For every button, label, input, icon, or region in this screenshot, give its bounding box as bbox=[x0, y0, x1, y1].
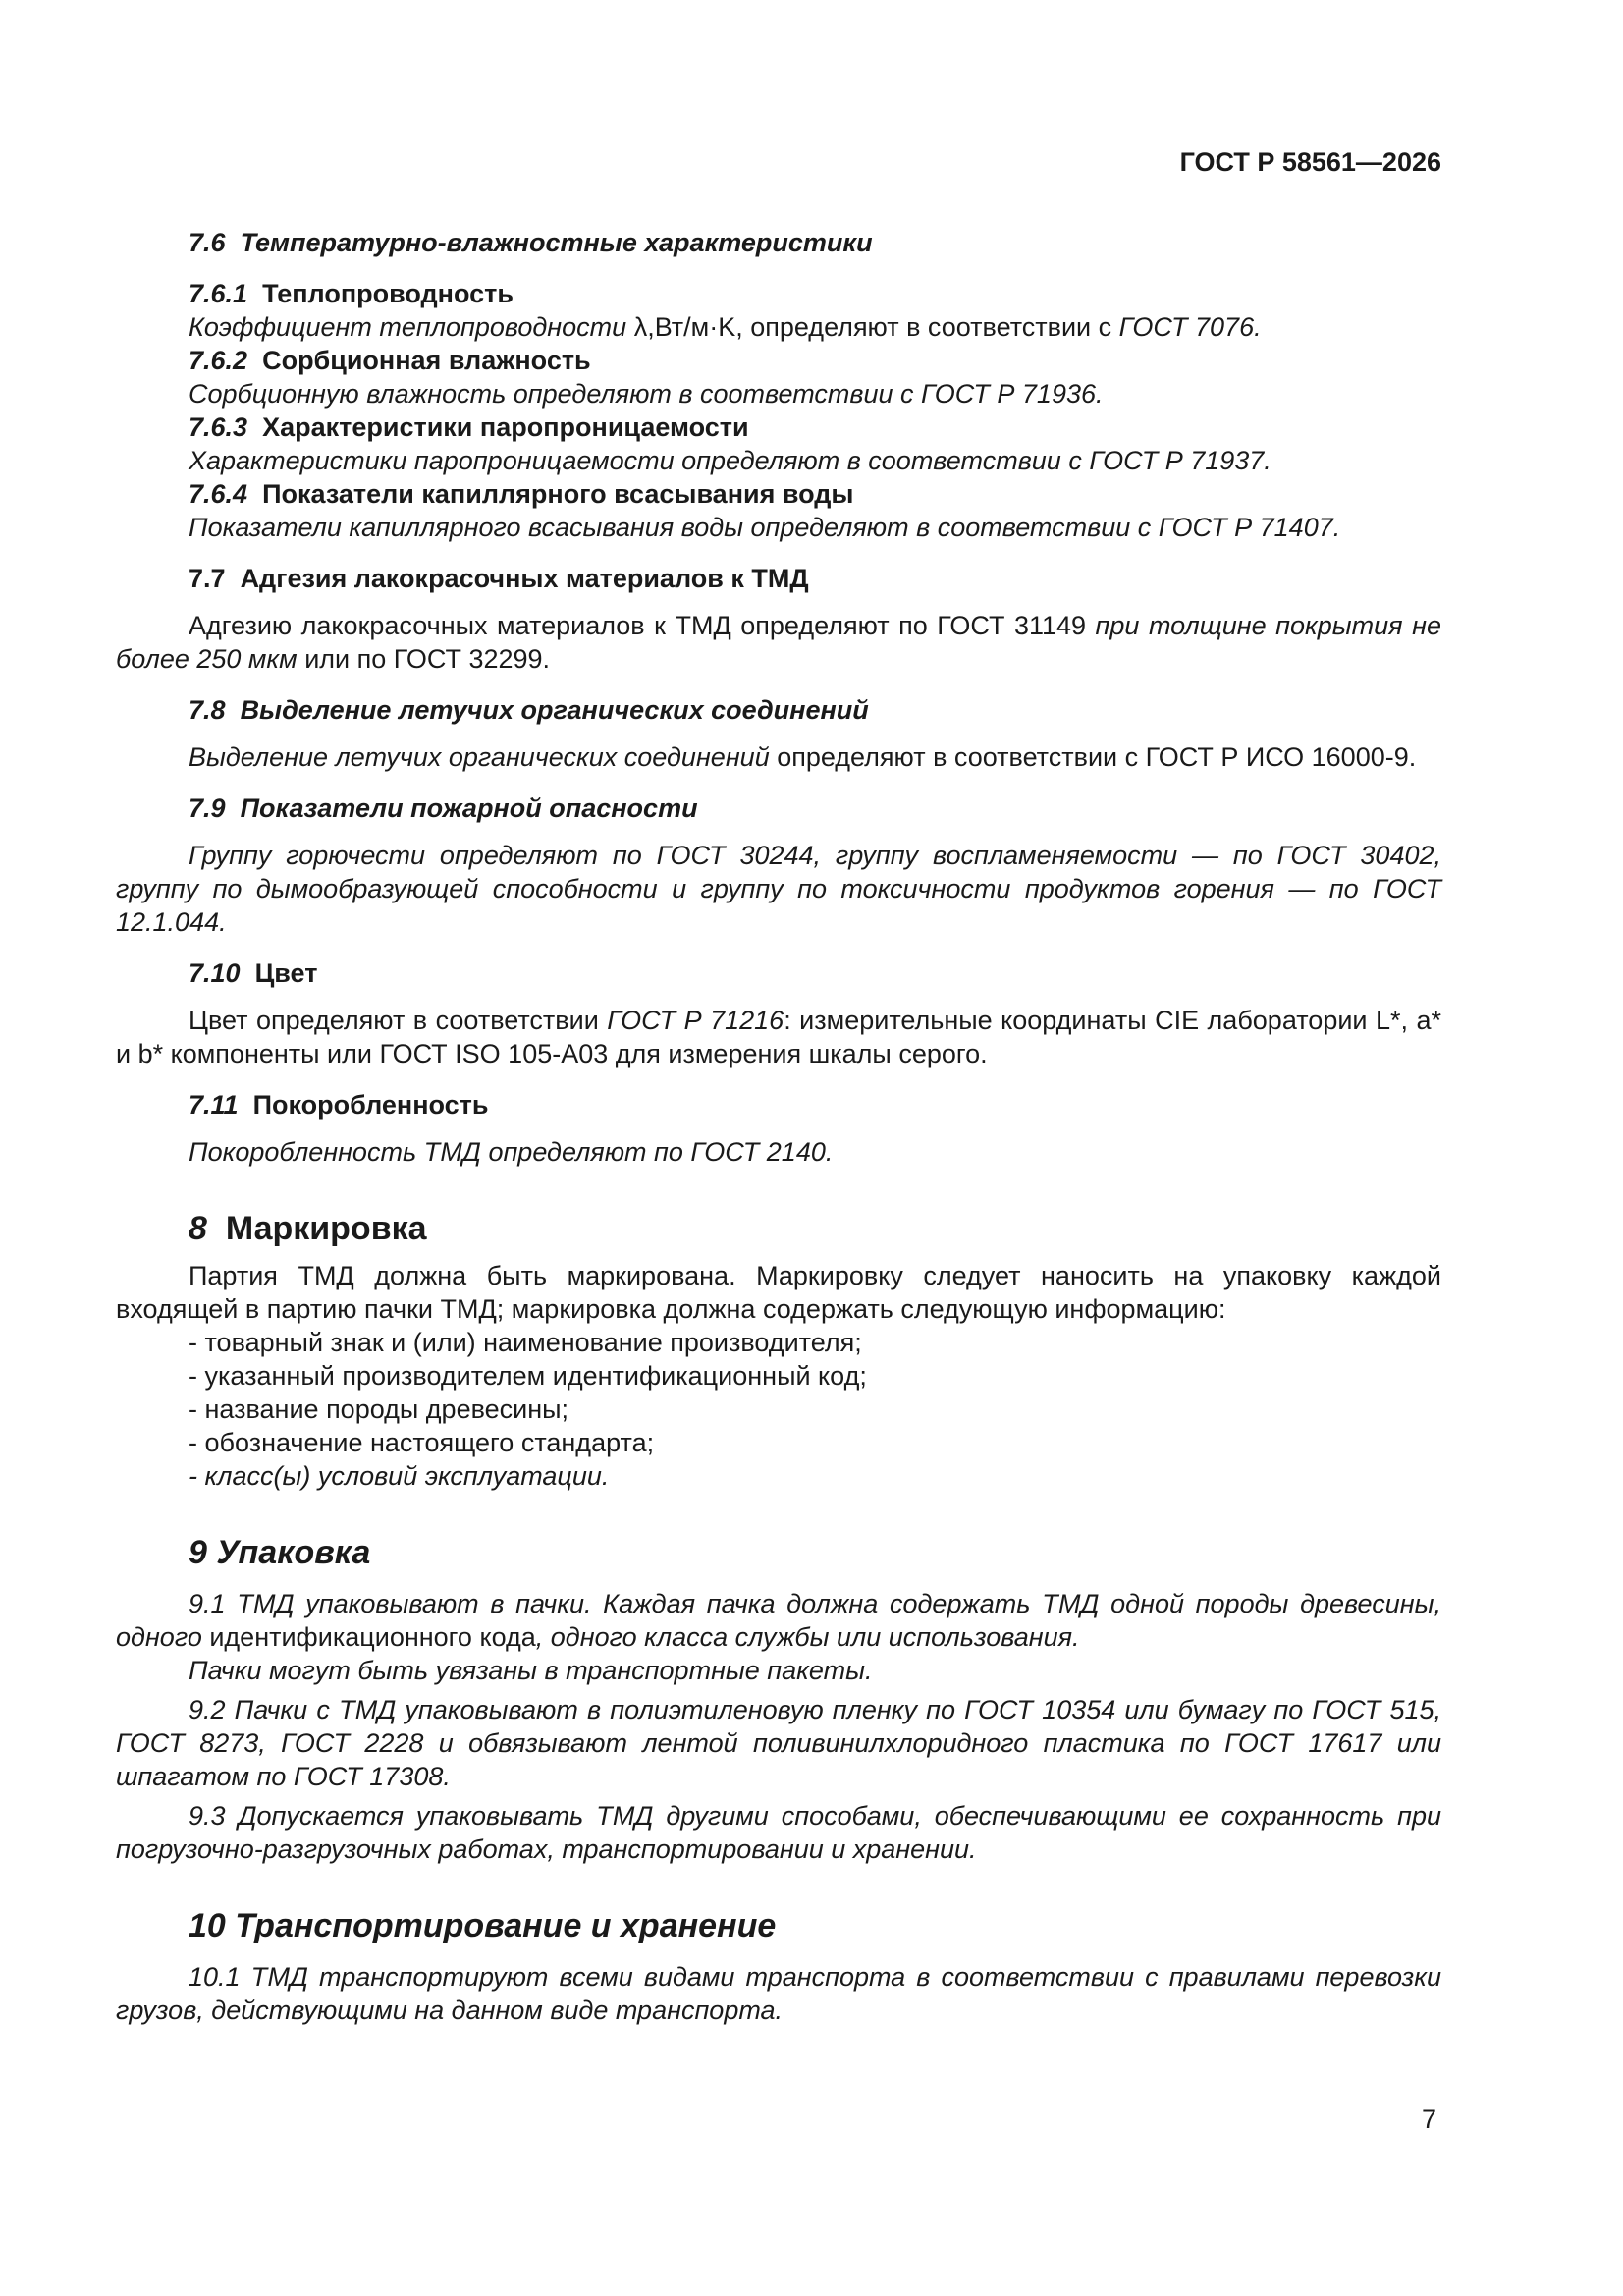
section-7-8-heading: 7.8 Выделение летучих органических соединений bbox=[189, 695, 869, 725]
section-9-3-text: 9.3 Допускается упаковывать ТМД другими способами, обеспечивающими ее сохранность при погрузочно-разгрузочных работах, транспортировании и хранении. bbox=[116, 1801, 1441, 1864]
section-7-6-heading: 7.6 Температурно-влажностные характеристики bbox=[189, 228, 873, 257]
section-7-7-text: Адгезию лакокрасочных материалов к ТМД определяют по ГОСТ 31149 при толщине покрытия не более 250 мкм или по ГОСТ 32299. bbox=[116, 611, 1441, 674]
section-9-heading: 9 Упаковка bbox=[189, 1534, 371, 1571]
section-7-9-heading: 7.9 Показатели пожарной опасности bbox=[189, 793, 698, 823]
list-item: - указанный производителем идентификационный код; bbox=[189, 1361, 867, 1391]
section-9-1-text: 9.1 ТМД упаковывают в пачки. Каждая пачка должна содержать ТМД одной породы древесины, одного идентификационного кода, одного класса службы или использования. bbox=[116, 1589, 1441, 1652]
section-7-6-2-heading: 7.6.2 Сорбционная влажность bbox=[189, 346, 591, 375]
list-item: - обозначение настоящего стандарта; bbox=[189, 1428, 655, 1457]
document-header: ГОСТ Р 58561—2026 bbox=[1179, 147, 1441, 177]
section-9-2-text: 9.2 Пачки с ТМД упаковывают в полиэтиленовую пленку по ГОСТ 10354 или бумагу по ГОСТ 515, ГОСТ 8273, ГОСТ 2228 и обвязывают лентой поливинилхлоридного пластика по ГОСТ 17617 или шпагатом по ГОСТ 17308. bbox=[116, 1695, 1441, 1791]
section-7-6-1-heading: 7.6.1 Теплопроводность bbox=[189, 279, 514, 308]
section-7-11-heading: 7.11 Покоробленность bbox=[189, 1090, 489, 1120]
section-7-6-3-heading: 7.6.3 Характеристики паропроницаемости bbox=[189, 412, 749, 442]
section-8-heading: 8 Маркировка bbox=[189, 1210, 427, 1247]
section-7-6-3-text: Характеристики паропроницаемости определяют в соответствии с ГОСТ Р 71937. bbox=[189, 446, 1271, 475]
section-7-10-heading: 7.10 Цвет bbox=[189, 958, 318, 988]
list-item: - класс(ы) условий эксплуатации. bbox=[189, 1461, 610, 1491]
section-7-8-text: Выделение летучих органических соединений определяют в соответствии с ГОСТ Р ИСО 16000-9. bbox=[189, 742, 1417, 772]
section-8-text: Партия ТМД должна быть маркирована. Маркировку следует наносить на упаковку каждой входящей в партию пачки ТМД; маркировка должна содержать следующую информацию: bbox=[116, 1261, 1441, 1324]
document-body bbox=[116, 226, 1441, 2027]
section-7-6-4-text: Показатели капиллярного всасывания воды определяют в соответствии с ГОСТ Р 71407. bbox=[189, 513, 1341, 542]
section-7-7-heading: 7.7 Адгезия лакокрасочных материалов к ТМД bbox=[189, 564, 809, 593]
list-item: - название породы древесины; bbox=[189, 1394, 569, 1424]
section-7-10-text: Цвет определяют в соответствии ГОСТ Р 71216: измерительные координаты CIE лаборатории L*, a* и b* компоненты или ГОСТ ISO 105-A03 для измерения шкалы серого. bbox=[116, 1006, 1441, 1068]
section-9-1-note: Пачки могут быть увязаны в транспортные пакеты. bbox=[189, 1656, 873, 1685]
section-10-heading: 10 Транспортирование и хранение bbox=[189, 1907, 777, 1944]
section-10-1-text: 10.1 ТМД транспортируют всеми видами транспорта в соответствии с правилами перевозки грузов, действующими на данном виде транспорта. bbox=[116, 1962, 1441, 2025]
section-7-6-1-text: Коэффициент теплопроводности λ,Вт/м·K, определяют в соответствии с ГОСТ 7076. bbox=[189, 312, 1262, 342]
section-7-9-text: Группу горючести определяют по ГОСТ 30244, группу воспламеняемости — по ГОСТ 30402, группу по дымообразующей способности и группу по токсичности продуктов горения — по ГОСТ 12.1.044. bbox=[116, 841, 1441, 937]
page-number: 7 bbox=[1421, 2105, 1436, 2134]
list-item: - товарный знак и (или) наименование производителя; bbox=[189, 1328, 862, 1357]
section-7-6-2-text: Сорбционную влажность определяют в соответствии с ГОСТ Р 71936. bbox=[189, 379, 1104, 409]
section-7-6-4-heading: 7.6.4 Показатели капиллярного всасывания воды bbox=[189, 479, 854, 509]
section-7-11-text: Покоробленность ТМД определяют по ГОСТ 2140. bbox=[189, 1137, 834, 1167]
